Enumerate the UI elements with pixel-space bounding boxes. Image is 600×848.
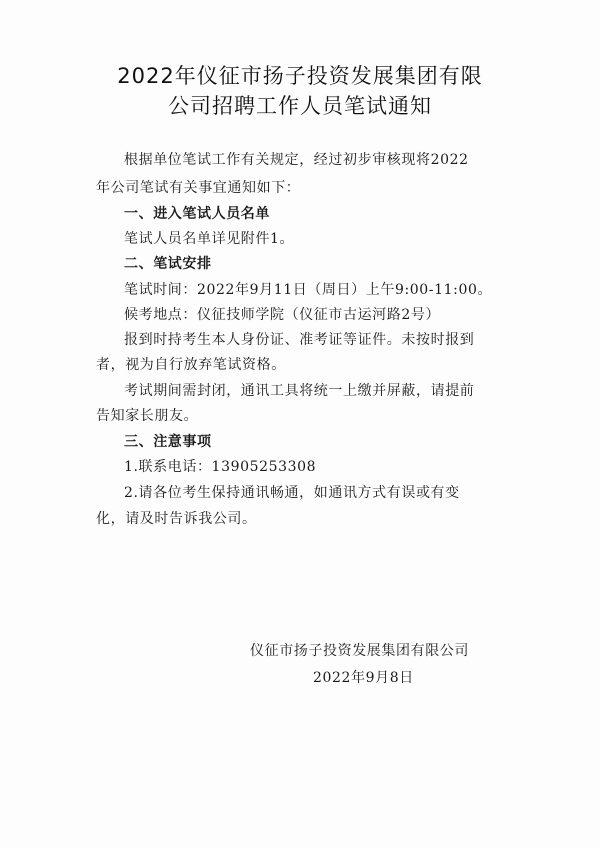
contact-phone: 1.联系电话：13905253308 [124, 459, 317, 475]
signature-date: 2022年9月8日 [313, 670, 414, 686]
document-title-line-2: 公司招聘工作人员笔试通知 [168, 94, 432, 118]
document-title-line-1: 2022年仪征市扬子投资发展集团有限 [117, 64, 483, 88]
report-line-1: 报到时持考生本人身份证、准考证等证件。未按时报到 [124, 332, 475, 348]
intro-line-2: 年公司笔试有关事宜通知如下： [96, 180, 301, 196]
section-3-heading: 三、注意事项 [124, 434, 212, 450]
closed-line-2: 告知家长朋友。 [96, 408, 199, 424]
closed-line-1: 考试期间需封闭，通讯工具将统一上缴并屏蔽，请提前 [124, 383, 475, 399]
report-line-2: 者，视为自行放弃笔试资格。 [96, 357, 286, 373]
signature-company: 仪征市扬子投资发展集团有限公司 [250, 643, 469, 659]
keep-contact-line-2: 化，请及时告诉我公司。 [96, 511, 257, 527]
exam-location: 候考地点：仪征技师学院（仪征市古运河路2号） [124, 307, 441, 323]
exam-time: 笔试时间：2022年9月11日（周日）上午9:00-11:00。 [124, 282, 493, 298]
section-2-heading: 二、笔试安排 [124, 256, 212, 272]
section-1-text: 笔试人员名单详见附件1。 [124, 231, 295, 247]
keep-contact-line-1: 2.请各位考生保持通讯畅通，如通讯方式有误或有变 [124, 485, 460, 501]
intro-line-1: 根据单位笔试工作有关规定，经过初步审核现将2022 [124, 152, 469, 168]
section-1-heading: 一、进入笔试人员名单 [124, 206, 270, 222]
